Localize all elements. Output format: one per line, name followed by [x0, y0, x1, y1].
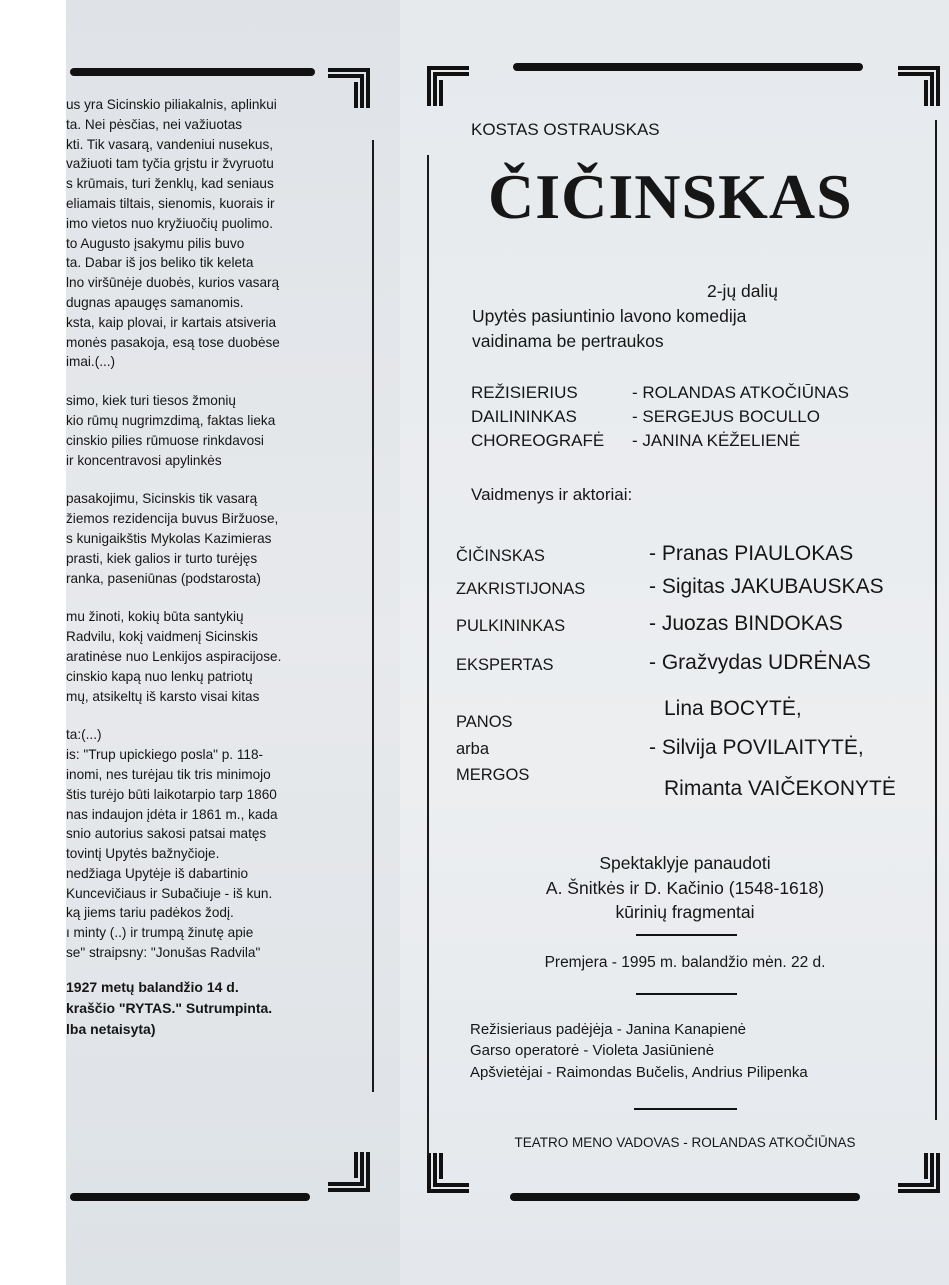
- play-genre: Upytės pasiuntinio lavono komedija: [472, 306, 747, 326]
- text-line: ksta, kaip plovai, ir kartais atsiveria: [66, 314, 277, 330]
- music-note: Spektaklyje panaudoti: [599, 853, 771, 873]
- crew-role: CHOREOGRAFĖ: [471, 431, 605, 450]
- play-title: ČIČINSKAS: [488, 161, 853, 232]
- bottom-bar-left: [70, 1193, 310, 1201]
- cast-actor: - Juozas BINDOKAS: [649, 612, 843, 635]
- text-line: kio rūmų nugrimzdimą, faktas lieka: [66, 412, 276, 428]
- premiere-date: Premjera - 1995 m. balandžio mėn. 22 d.: [544, 954, 826, 971]
- article-column: [66, 95, 349, 1040]
- bottom-bar-right: [510, 1193, 860, 1201]
- text-line: Radvilu, kokį vaidmenį Sicinskis: [66, 629, 258, 645]
- text-line: s krūmais, turi ženklų, kad seniaus: [66, 176, 274, 192]
- corner-ornament-icon: [328, 1152, 370, 1194]
- text-line: monės pasakoja, esą tose duobėse: [66, 334, 280, 350]
- artistic-director: TEATRO MENO VADOVAS - ROLANDAS ATKOČIŪNAS: [514, 1135, 856, 1150]
- crew-name: - JANINA KĖŽELIENĖ: [632, 431, 801, 450]
- text-line: cinskio pilies rūmuose rinkdavosi: [66, 432, 264, 448]
- corner-ornament-icon: [427, 1153, 469, 1195]
- text-line: žiemos rezidencija buvus Biržuose,: [66, 511, 279, 527]
- separator: [634, 1108, 737, 1110]
- text-line: ta. Nei pėsčias, nei važiuotas: [66, 116, 243, 132]
- credit-line: Režisieriaus padėjėja - Janina Kanapienė: [470, 1021, 747, 1038]
- group-actor: - Silvija POVILAITYTĖ,: [649, 736, 864, 759]
- separator: [636, 934, 737, 936]
- group-actor: Rimanta VAIČEKONYTĖ: [664, 777, 896, 800]
- cast-actor: - Sigitas JAKUBAUSKAS: [649, 575, 884, 598]
- crew-role: DAILININKAS: [471, 407, 577, 426]
- group-role-connector: arba: [456, 740, 490, 758]
- article-source: [66, 977, 349, 1040]
- text-line: lno viršūnėje duobės, kurios vasarą: [66, 275, 280, 291]
- text-line: cinskio kapą nuo lenkų patriotų: [66, 668, 253, 684]
- crew-role: REŽISIERIUS: [471, 383, 578, 402]
- article-paragraph: [66, 391, 349, 470]
- text-line: nas indaujon įdėta ir 1861 m., kada: [66, 806, 278, 822]
- text-line: ranka, paseniūnas (podstarosta): [66, 570, 261, 586]
- left-vertical-rule: [372, 140, 374, 1092]
- corner-ornament-icon: [427, 64, 469, 106]
- text-line: dugnas apaugęs samanomis.: [66, 294, 244, 310]
- credit-line: Apšvietėjai - Raimondas Bučelis, Andrius Pilipenka: [470, 1064, 808, 1081]
- text-line: ı minty (..) ir trumpą žinutę apie: [66, 925, 254, 941]
- credit-line: Garso operatorė - Violeta Jasiūnienė: [470, 1042, 715, 1059]
- separator: [636, 993, 737, 995]
- text-line: is: "Trup upickiego posla" p. 118-: [66, 747, 264, 763]
- parts-count: 2-jų dalių: [707, 281, 779, 301]
- group-role: MERGOS: [456, 766, 530, 784]
- crew-name: - ROLANDAS ATKOČIŪNAS: [632, 383, 849, 402]
- text-line: simo, kiek turi tiesos žmonių: [66, 393, 236, 409]
- text-line: ta:(...): [66, 727, 102, 743]
- music-note: A. Šnitkės ir D. Kačinio (1548-1618): [545, 878, 825, 898]
- group-actor: Lina BOCYTĖ,: [664, 697, 802, 720]
- text-line: lba netaisyta): [66, 1020, 156, 1037]
- music-note: kūrinių fragmentai: [615, 902, 755, 922]
- program-left-rule: [427, 155, 429, 1155]
- article-paragraph: [66, 607, 349, 706]
- text-line: pasakojimu, Sicinskis tik vasarą: [66, 491, 258, 507]
- corner-ornament-icon: [898, 64, 940, 106]
- cast-actor: - Gražvydas UDRĖNAS: [649, 651, 871, 674]
- text-line: nedžiaga Upytėje iš dabartinio: [66, 865, 249, 881]
- text-line: imai.(...): [66, 354, 116, 370]
- text-line: s kunigaikštis Mykolas Kazimieras: [66, 530, 272, 546]
- text-line: Kuncevičiaus ir Subačiuje - iš kun.: [66, 885, 273, 901]
- program-right-rule: [935, 120, 937, 1120]
- article-paragraph: [66, 725, 349, 963]
- text-line: us yra Sicinskio piliakalnis, aplinkui: [66, 97, 277, 112]
- text-line: ta. Dabar iš jos beliko tik keleta: [66, 255, 254, 271]
- top-bar-right: [513, 63, 863, 71]
- text-line: imo vietos nuo kryžiuočių puolimo.: [66, 215, 274, 231]
- text-line: ką jiems tariu padėkos žodį.: [66, 905, 234, 921]
- text-line: eliamais tiltais, sienomis, kuorais ir: [66, 195, 275, 211]
- cast-heading: Vaidmenys ir aktoriai:: [471, 485, 633, 504]
- text-line: snio autorius sakosi patsai matęs: [66, 826, 267, 842]
- cast-role: EKSPERTAS: [456, 656, 554, 674]
- text-line: kraščio "RYTAS." Sutrumpinta.: [66, 999, 273, 1016]
- corner-ornament-icon: [898, 1153, 940, 1195]
- author-name: KOSTAS OSTRAUSKAS: [471, 120, 660, 139]
- text-line: prasti, kiek galios ir turto turėjęs: [66, 550, 258, 566]
- text-line: mu žinoti, kokių būta santykių: [66, 609, 244, 625]
- text-line: važiuoti tam tyčia grįstu ir žvyruotu: [66, 156, 274, 172]
- text-line: štis turėjo būti laikotarpio tarp 1860: [66, 786, 277, 802]
- text-line: 1927 metų balandžio 14 d.: [66, 978, 239, 995]
- cast-role: ČIČINSKAS: [456, 547, 545, 565]
- text-line: tovintį Upytės bažnyčioje.: [66, 846, 220, 862]
- article-paragraph: [66, 95, 349, 372]
- text-line: inomi, nes turėjau tik tris minimojo: [66, 766, 271, 782]
- text-line: mų, atsikeltų iš karsto visai kitas: [66, 688, 260, 704]
- crew-name: - SERGEJUS BOCULLO: [632, 407, 820, 426]
- text-line: to Augusto įsakymu pilis buvo: [66, 235, 245, 251]
- play-note: vaidinama be pertraukos: [472, 331, 664, 351]
- text-line: aratinėse nuo Lenkijos aspiracijose.: [66, 648, 282, 664]
- group-role: PANOS: [456, 713, 513, 731]
- article-paragraph: [66, 489, 349, 588]
- cast-role: ZAKRISTIJONAS: [456, 580, 586, 598]
- cast-role: PULKININKAS: [456, 617, 566, 635]
- text-line: ir koncentravosi apylinkės: [66, 452, 222, 468]
- page-margin: [0, 0, 66, 1285]
- top-bar-left: [70, 68, 315, 76]
- cast-actor: - Pranas PIAULOKAS: [649, 542, 854, 565]
- text-line: se" straipsny: "Jonušas Radvila": [66, 945, 261, 961]
- text-line: kti. Tik vasarą, vandeniui nusekus,: [66, 136, 274, 152]
